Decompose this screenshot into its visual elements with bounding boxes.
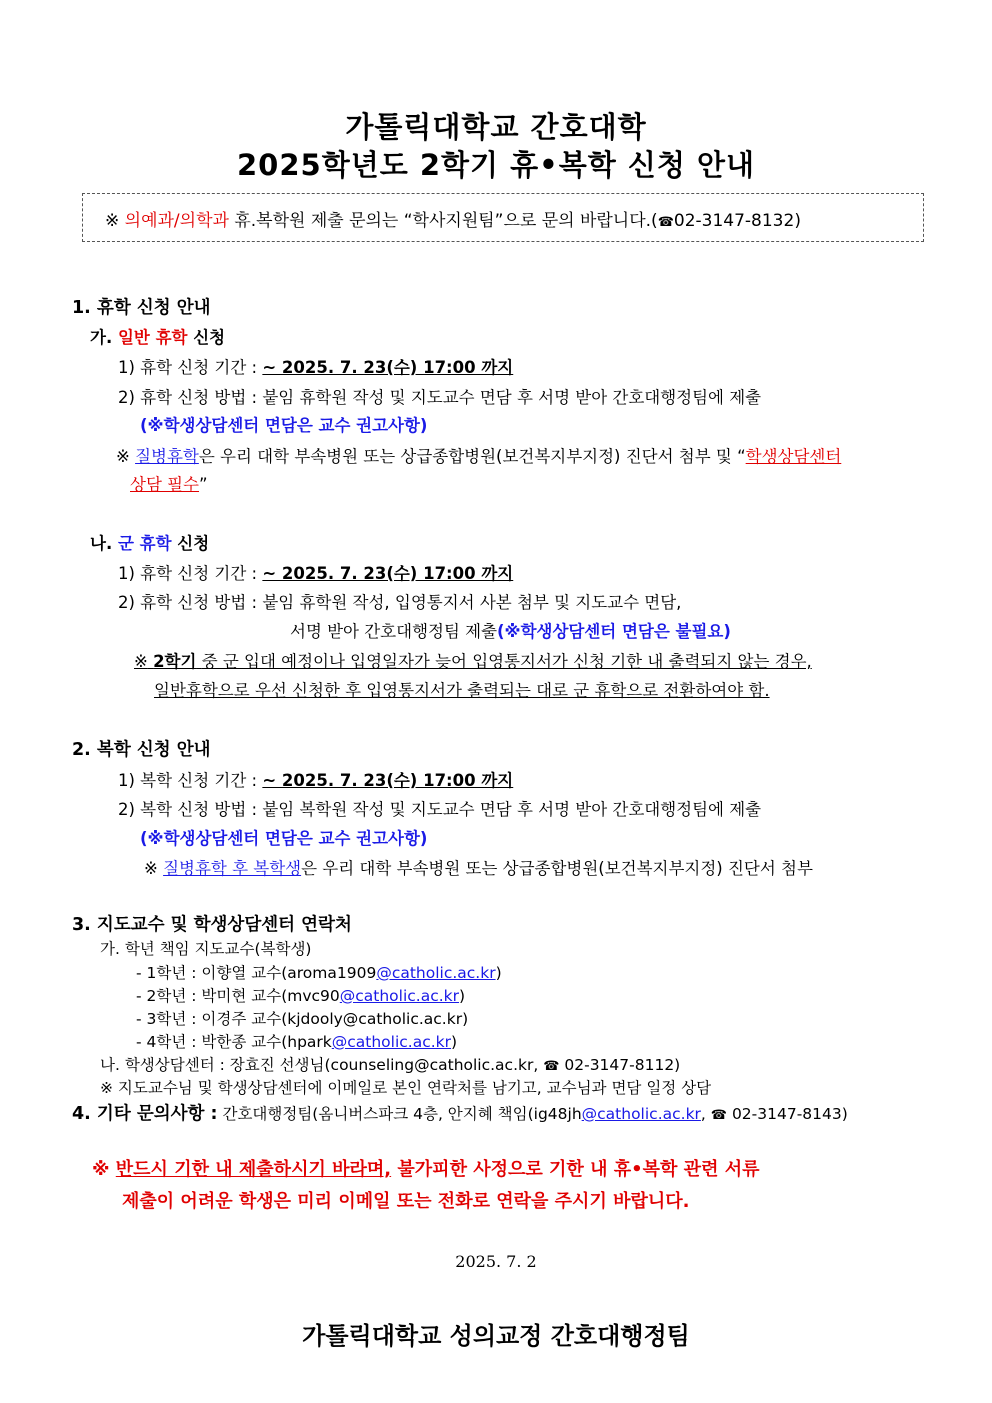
section-1a-kind: 일반 휴학 <box>117 328 188 347</box>
section-1a-recommend: (※학생상담센터 면담은 교수 권고사항) <box>140 416 428 435</box>
note-sick-leave: 질병휴학 <box>135 447 199 466</box>
period-label: 1) 휴학 신청 기간 : <box>118 564 258 583</box>
section-4-phone: 02-3147-8143) <box>731 1105 848 1123</box>
section-1b-period <box>118 560 513 584</box>
document-date: 2025. 7. 2 <box>455 1252 537 1271</box>
section-1a-prefix: 가. <box>90 328 113 347</box>
section-4 <box>72 1100 848 1125</box>
section-1a-note-line2 <box>130 471 208 495</box>
section-1a-method <box>118 384 761 408</box>
section-1b-prefix: 나. <box>90 534 113 553</box>
section-1b-note <box>134 648 812 672</box>
advisor-text: - 2학년 : 박미현 교수(mvc90 <box>136 987 340 1005</box>
advisor-text: - 3학년 : 이경주 교수(kjdooly@catholic.ac.kr) <box>136 1010 469 1028</box>
section-2-period <box>118 767 513 791</box>
section-4-text: 간호대행정팀(옴니버스파크 4층, 안지혜 책임(ig48jh <box>222 1105 582 1123</box>
period-value: ~ 2025. 7. 23(수) 17:00 까지 <box>262 564 514 583</box>
note-end: ” <box>199 475 208 494</box>
advisor-text: - 4학년 : 박한종 교수(hpark <box>136 1033 332 1051</box>
phone-icon: ☎ <box>543 1059 560 1074</box>
phone-icon: ☎ <box>710 1108 727 1123</box>
warning-rest: 불가피한 사정으로 기한 내 휴•복학 관련 서류 <box>397 1159 760 1180</box>
counseling-phone: 02-3147-8112) <box>564 1056 681 1074</box>
notice-text <box>105 206 801 231</box>
method-label: 2) 휴학 신청 방법 : <box>118 388 258 407</box>
advisor-suffix: ) <box>495 964 502 982</box>
counseling-text: 나. 학생상담센터 : 장효진 선생님(counseling@catholic.ac.kr, <box>100 1056 539 1074</box>
document-title-line2: 2025학년도 2학기 휴•복학 신청 안내 <box>237 148 755 182</box>
period-label: 1) 휴학 신청 기간 : <box>118 358 258 377</box>
note-sick-returning: 질병휴학 후 복학생 <box>163 859 302 878</box>
method-label: 2) 휴학 신청 방법 : <box>118 593 258 612</box>
section-2-method <box>118 796 761 820</box>
not-required: (※학생상담센터 면담은 불필요) <box>497 622 731 641</box>
advisor-text: - 1학년 : 이향열 교수(aroma1909 <box>136 964 377 982</box>
warning-mark: ※ <box>92 1159 110 1180</box>
section-1b-kind: 군 휴학 <box>117 534 172 553</box>
note-line1: 중 군 입대 예정이나 입영일자가 늦어 입영통지서가 신청 기한 내 출력되지 않는 경우, <box>201 652 812 671</box>
section-2-recommend: (※학생상담센터 면담은 교수 권고사항) <box>140 829 428 848</box>
method-label: 2) 복학 신청 방법 : <box>118 800 258 819</box>
advisor-suffix: ) <box>451 1033 458 1051</box>
method-value: 붙임 복학원 작성 및 지도교수 면담 후 서명 받아 간호대행정팀에 제출 <box>262 800 762 819</box>
note-semester: 2학기 <box>153 652 197 671</box>
note-text: 은 우리 대학 부속병원 또는 상급종합병원(보건복지부지정) 진단서 첨부 <box>301 859 813 878</box>
period-value: ~ 2025. 7. 23(수) 17:00 까지 <box>262 771 514 790</box>
note-center: 학생상담센터 <box>745 447 842 466</box>
section-4-sep: , <box>700 1105 706 1123</box>
period-label: 1) 복학 신청 기간 : <box>118 771 258 790</box>
advisor-row <box>136 961 502 983</box>
note-center-2: 상담 필수 <box>130 475 200 494</box>
section-1a-period <box>118 354 513 378</box>
warning-underlined: 반드시 기한 내 제출하시기 바라며, <box>115 1159 392 1180</box>
advisor-row <box>136 1030 457 1052</box>
notice-dept: 의예과/의학과 <box>124 211 229 231</box>
note-mark: ※ <box>116 447 130 466</box>
section-4-heading: 4. 기타 문의사항 : <box>72 1104 218 1124</box>
section-3-note: ※ 지도교수님 및 학생상담센터에 이메일로 본인 연락처를 남기고, 교수님과 면담 일정 상담 <box>100 1079 712 1097</box>
advisor-email-link[interactable]: @catholic.ac.kr <box>376 964 496 982</box>
section-3a-label: 가. 학년 책임 지도교수(복학생) <box>100 940 312 958</box>
advisor-suffix: ) <box>459 987 466 1005</box>
warning-line2: 제출이 어려운 학생은 미리 이메일 또는 전화로 연락을 주시기 바랍니다. <box>122 1191 690 1212</box>
section-1a-suffix: 신청 <box>193 328 226 347</box>
section-1a-note <box>116 443 841 467</box>
advisor-row <box>136 1007 468 1029</box>
method-value-2: 서명 받아 간호대행정팀 제출 <box>290 622 498 641</box>
note-mark: ※ <box>134 652 148 671</box>
section-1b-method <box>118 589 681 613</box>
warning-line1 <box>92 1155 760 1181</box>
section-1-heading: 1. 휴학 신청 안내 <box>72 298 211 318</box>
period-value: ~ 2025. 7. 23(수) 17:00 까지 <box>262 358 514 377</box>
section-1b-method-line2 <box>290 618 731 642</box>
section-2-note <box>144 855 813 879</box>
note-mark: ※ <box>144 859 158 878</box>
section-2-heading: 2. 복학 신청 안내 <box>72 740 211 760</box>
method-value: 붙임 휴학원 작성, 입영통지서 사본 첨부 및 지도교수 면담, <box>262 593 682 612</box>
notice-box <box>82 193 924 242</box>
notice-mark: ※ <box>105 211 120 231</box>
notice-phone: 02-3147-8132) <box>673 211 801 231</box>
section-4-email-link[interactable]: @catholic.ac.kr <box>581 1105 701 1123</box>
phone-icon: ☎ <box>657 215 674 230</box>
section-1a-heading <box>90 324 225 348</box>
section-1b-suffix: 신청 <box>177 534 210 553</box>
advisor-row <box>136 984 465 1006</box>
section-3b-counseling <box>100 1053 680 1075</box>
section-1b-note-line2: 일반휴학으로 우선 신청한 후 입영통지서가 출력되는 대로 군 휴학으로 전환하여야 함. <box>154 681 770 700</box>
notice-body: 휴.복학원 제출 문의는 “학사지원팀”으로 문의 바랍니다.( <box>234 211 658 231</box>
section-1b-heading <box>90 530 209 554</box>
advisor-email-link[interactable]: @catholic.ac.kr <box>339 987 460 1005</box>
note-text: 은 우리 대학 부속병원 또는 상급종합병원(보건복지부지정) 진단서 첨부 및 “ <box>198 447 746 466</box>
advisor-email-link[interactable]: @catholic.ac.kr <box>331 1033 452 1051</box>
section-3-heading: 3. 지도교수 및 학생상담센터 연락처 <box>72 915 352 935</box>
method-value: 붙임 휴학원 작성 및 지도교수 면담 후 서명 받아 간호대행정팀에 제출 <box>262 388 762 407</box>
footer-signature: 가톨릭대학교 성의교정 간호대행정팀 <box>302 1322 690 1350</box>
document-title-line1: 가톨릭대학교 간호대학 <box>345 110 647 144</box>
